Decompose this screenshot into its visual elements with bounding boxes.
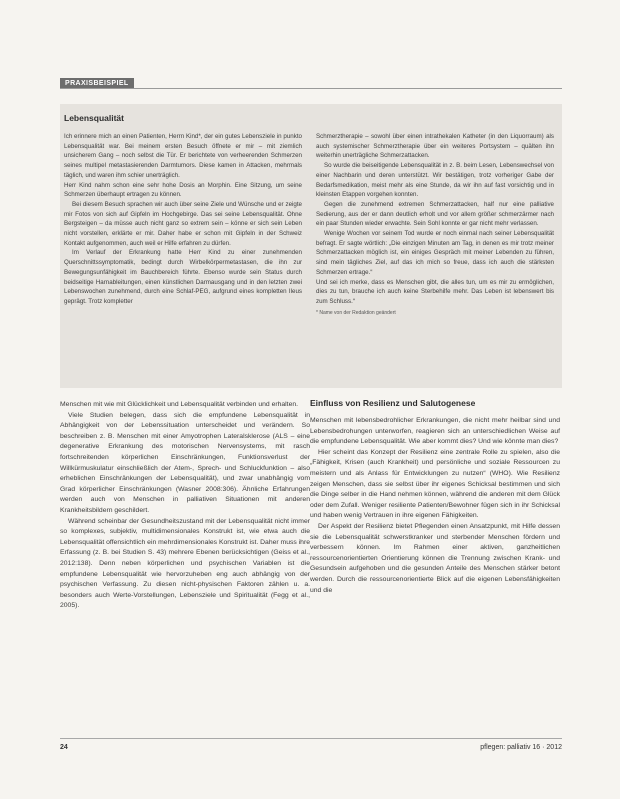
paragraph: Menschen mit wie mit Glücklichkeit und Lebensqualität verbinden und erhalten. bbox=[60, 401, 299, 408]
box-paragraph: Schmerztherapie – sowohl über einen intrathekalen Katheter (in den Liquorraum) als auch systemischer Schmerztherapie über ein weiteres Portsystem – quälten ihn weiterhin unerträgliche Schmerzattacken. bbox=[316, 133, 554, 160]
box-paragraph: Herr Kind nahm schon eine sehr hohe Dosis an Morphin. Eine Sitzung, um seine Schmerzen überhaupt ertragen zu können. bbox=[64, 181, 302, 199]
box-paragraph: Im Verlauf der Erkrankung hatte Herr Kind zu einer zunehmenden Querschnittssymptomatik, bedingt durch Wirbelkörpermetastasen, die ihn zur Bewegungsunfähigkeit im Bauchbereich führte. Ebenso wurde sein Status durch beidseitige Harnableitungen, einen künstlichen Darmausgang und in den letzten zwei Lebenswochen zunehmend, durch eine Schlaf-PEG, aufgrund eines kompletten Ileus geprägt. Trotz kompletter bbox=[64, 249, 302, 305]
box-paragraph: Bei diesem Besuch sprachen wir auch über seine Ziele und Wünsche und er zeigte mir Fotos von sich auf Gipfeln im Hochgebirge. Das sei seine Lebensqualität. Ohne Bergsteigen – da müsse auch nicht ganz so extrem sein – könne er sich sein Leben nicht vorstellen, erklärte er mir. Daher habe er schon mit Gipfeln in der Schweiz Kontakt aufgenommen, auch weil er Hilfe erfahren zu dürfen. bbox=[64, 200, 302, 247]
box-column-right bbox=[316, 132, 554, 317]
box-paragraph: Wenige Wochen vor seinem Tod wurde er noch einmal nach seiner Lebensqualität befragt. Er sagte wörtlich: „Die einzigen Minuten am Tag, in denen es mir trotz meiner Schmerzattacken möglich ist, ein einiges Gespräch mit meiner Lebenden zu führen, sind mein tägliches Ziel, auf das ich mich so freue, dass ich auch die stärksten Schmerzen ertrage.“ bbox=[316, 230, 554, 276]
divider bbox=[60, 88, 562, 89]
main-column-left bbox=[60, 400, 310, 612]
journal-name: pflegen: palliativ 16 · 2012 bbox=[480, 744, 562, 751]
paragraph: Menschen mit lebensbedrohlicher Erkrankungen, die nicht mehr heilbar sind und Lebensbedrohungen unterworfen, reagieren sich an unterschiedlichen Weise auf die empfundene Lebensqualität. Wie aber kommt dies? Und wie könnte man dies? bbox=[310, 417, 560, 446]
paragraph: Der Aspekt der Resilienz bietet Pflegenden einen Ansatzpunkt, mit Hilfe dessen sie die Lebensqualität schwerstkranker und sterbender Menschen fördern und verbessern können. Im Rahmen einer aktiven, ganzheitlichen ressourcenorientierten Orientierung können die Trennung zwischen Krank- und Gesundsein aufgehoben und die gesunden Anteile des Menschen stärker betont werden. Durch die ressourcenorientierte Blick auf die eigenen Lebensfähigkeiten und die bbox=[310, 522, 560, 594]
box-title: Lebensqualität bbox=[64, 113, 124, 123]
paragraph: Während scheinbar der Gesundheitszustand mit der Lebensqualität nicht immer so komplexes, subjektiv, multidimensionales Konstrukt ist, wie etwa auch die Lebensqualität offensichtlich ein mehrdimensionales Konstrukt ist. Daher muss ihre Erfassung (z. B. bei Studien S. 43) mehrere Ebenen berücksichtigen (Geiss et al., 2012:138). Denn neben körperlichen und psychischen Variablen ist die empfundene Lebensqualität wie hervorzuheben eng auch abhängig von der psychischen Verfassung. Zu diesen nicht-physischen Faktoren zählen u. a. besonders auch Werte-Vorstellungen, Lebensziele und Spiritualität (Fegg et al., 2005). bbox=[60, 517, 310, 610]
box-footnote: * Name von der Redaktion geändert bbox=[316, 309, 396, 316]
section-tag: PRAXISBEISPIEL bbox=[60, 78, 134, 89]
box-paragraph: Gegen die zunehmend extremen Schmerzattacken, half nur eine palliative Sedierung, aus der er dann deutlich erholt und vor allem größer schmerzärmer nach ein paar Stunden wieder erwachte. Sein Sohl konnte er gar nicht mehr verlassen. bbox=[316, 200, 554, 228]
main-column-right bbox=[310, 416, 560, 596]
box-paragraph: So wurde die beiseitigende Lebensqualität in z. B. beim Lesen, Lebenswechsel von einer Nachbarin und deren unterstützt. Wir bestätigen, trotz vorheriger Gabe der Bedarfsmedikation, meist mehr als eine Stunde, da wir ihn auf fast vorsichtig und in kleinsten Etappen vorgehen konnten. bbox=[316, 162, 554, 199]
footer-divider bbox=[60, 738, 562, 739]
box-paragraph: Ich erinnere mich an einen Patienten, Herrn Kind*, der ein gutes Lebensziele in punkto Lebensqualität war. Bei meinem ersten Besuch öffnete er mir – mit ziemlich unsicherem Gang – noch selbst die Tür. Er berichtete von verheerenden Schmerzen seines multipel metastasierenden Darmtumors. Diese kamen in Attacken, mehrmals täglich, und waren ihm schier unerträglich. bbox=[64, 133, 302, 179]
box-paragraph: Und sei ich merke, dass es Menschen gibt, die alles tun, um es mir zu ermöglichen, dies zu tun, brauche ich auch keine Sterbehilfe mehr. Das Leben ist lebenswert bis zum Schluss.“ bbox=[316, 278, 554, 305]
box-column-left bbox=[64, 132, 302, 307]
paragraph: Viele Studien belegen, dass sich die empfundene Lebensqualität in Abhängigkeit von der Lebenssituation unterscheidet und verändern. So beschreiben z. B. Menschen mit einer Amyotrophen Lateralsklerose (ALS – eine degenerative Erkrankung des motorischen Nervensystems, mit rasch fortschreitenden körperlichen Einschränkungen, Funktionsverlust der Willkürmuskulatur einschließlich der Atem-, Sprech- und Schluckfunktion – also erheblichen Einschränkungen der Lebensqualität), und zwar unabhängig vom Grad körperlicher Einschränkungen (Wasner 2008:306). Ähnliche Erfahrungen werden auch von Menschen in palliativen Situationen mit anderen Krankheitsbildern geschildert. bbox=[60, 411, 310, 514]
paragraph: Hier scheint das Konzept der Resilienz eine zentrale Rolle zu spielen, also die „Fähigkeit, Krisen (auch Krankheit) und persönliche und soziale Ressourcen zu meistern und als Anlass für Entwicklungen zu nutzen“ (WHO). Wie Resilienz zeigen Menschen, dass sie selbst über ihr eigenes Schicksal bestimmen und sich die Dinge selber in die Hand nehmen können, während die anderen mit dem Glück oder dem Zufall. Weniger resiliente Patienten/Bewohner fügen sich in ihr Schicksal und haben wenig Vertrauen in ihre eigenen Fähigkeiten. bbox=[310, 448, 560, 520]
section-heading: Einfluss von Resilienz und Salutogenese bbox=[310, 398, 476, 408]
page-number: 24 bbox=[60, 744, 68, 751]
